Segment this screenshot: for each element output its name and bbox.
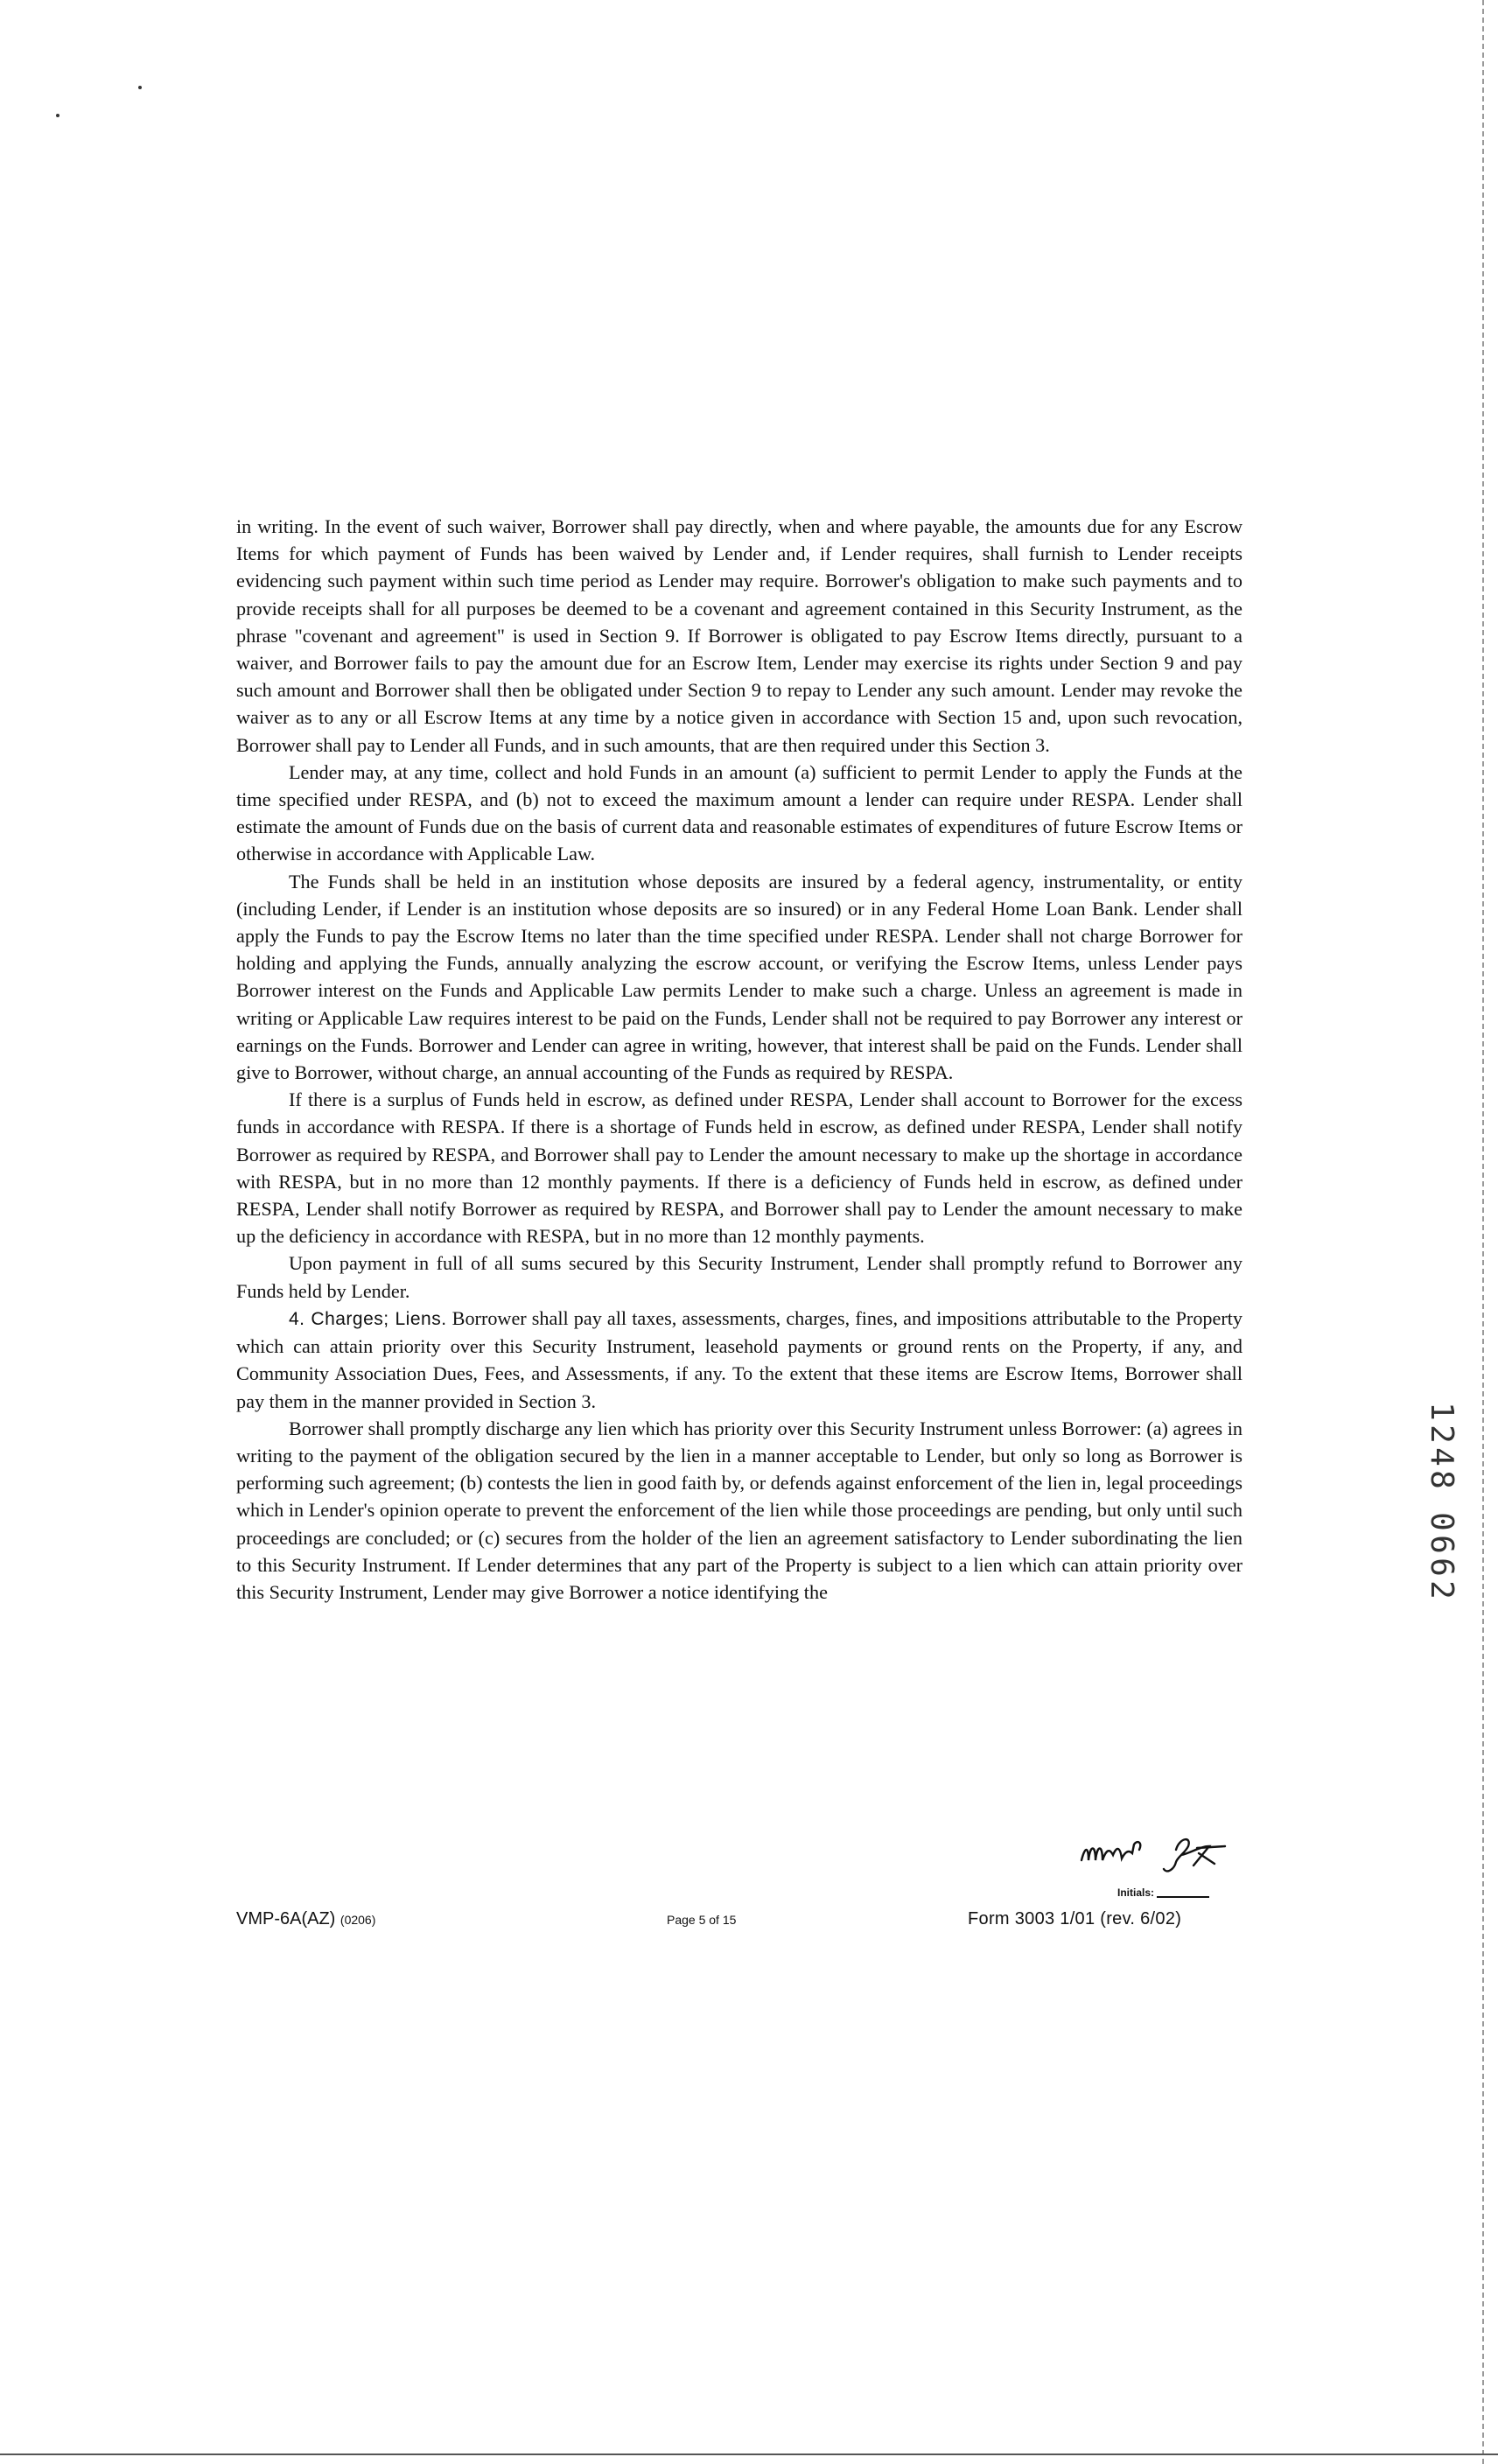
paragraph: in writing. In the event of such waiver, Borrower shall pay directly, when and where payable, the amounts due for any Escrow Items for which payment of Funds has been waived by Lender and, if Lender requires, shall furnish to Lender receipts evidencing such payment within such time period as Lender may require. Borrower's obligation to make such payments and to provide receipts shall for all purposes be deemed to be a covenant and agreement contained in this Security Instrument, as the phrase "covenant and agreement" is used in Section 9. If Borrower is obligated to pay Escrow Items directly, pursuant to a waiver, and Borrower fails to pay the amount due for an Escrow Item, Lender may exercise its rights under Section 9 and pay such amount and Borrower shall then be obligated under Section 9 to repay to Lender any such amount. Lender may revoke the waiver as to any or all Escrow Items at any time by a notice given in accordance with Section 15 and, upon such revocation, Borrower shall pay to Lender all Funds, and in such amounts, that are then required under this Section 3. <box>236 515 1242 756</box>
form-code-suffix: (0206) <box>340 1913 376 1927</box>
stamp-digit: 6 <box>1423 1535 1460 1554</box>
stamp-digit: 1 <box>1423 1402 1460 1421</box>
initials-label: Initials: <box>1117 1886 1155 1899</box>
page-number: Page 5 of 15 <box>667 1913 737 1927</box>
form-code-main: VMP-6A(AZ) <box>236 1909 336 1928</box>
paragraph: Borrower shall promptly discharge any lien which has priority over this Security Instrument unless Borrower: (a) agrees in writing to the payment of the obligation secured by the lien in a manner acceptable to Lender, but only so long as Borrower is performing such agreement; (b) contests the lien in good faith by, or defends against enforcement of the lien in, legal proceedings which in Lender's opinion operate to prevent the enforcement of the lien while those proceedings are pending, but only until such proceedings are concluded; or (c) secures from the holder of the lien an agreement satisfactory to Lender subordinating the lien to this Security Instrument. If Lender determines that any part of the Property is subject to a lien which can attain priority over this Security Instrument, Lender may give Borrower a notice identifying the <box>236 1417 1242 1603</box>
scan-speck <box>56 114 60 117</box>
stamp-digit: 0 <box>1423 1512 1460 1531</box>
stamp-digit: 8 <box>1423 1470 1460 1489</box>
scan-right-edge <box>1482 0 1484 2464</box>
paragraph: Lender may, at any time, collect and hold Funds in an amount (a) sufficient to permit Lender to apply the Funds at the time specified under RESPA, and (b) not to exceed the maximum amount a lender can require under RESPA. Lender shall estimate the amount of Funds due on the basis of current data and reasonable estimates of expenditures of future Escrow Items or otherwise in accordance with Applicable Law. <box>236 760 1242 865</box>
stamp-digit: 2 <box>1423 1580 1460 1600</box>
section-4-heading: 4. Charges; Liens. <box>289 1308 447 1329</box>
paragraph: If there is a surplus of Funds held in escrow, as defined under RESPA, Lender shall account to Borrower for the excess funds in accordance with RESPA. If there is a shortage of Funds held in escrow, as defined under RESPA, Lender shall notify Borrower as required by RESPA, and Borrower shall pay to Lender the amount necessary to make up the shortage in accordance with RESPA, but in no more than 12 monthly payments. If there is a deficiency of Funds held in escrow, as defined under RESPA, Lender shall notify Borrower as required by RESPA, and Borrower shall pay to Lender the amount necessary to make up the deficiency in accordance with RESPA, but in no more than 12 monthly payments. <box>236 1088 1242 1248</box>
paragraph: Upon payment in full of all sums secured by this Security Instrument, Lender shall promptly refund to Borrower any Funds held by Lender. <box>236 1252 1242 1302</box>
stamp-digit: 2 <box>1423 1424 1460 1444</box>
initials-signature <box>1078 1820 1253 1881</box>
document-body <box>236 513 1242 1606</box>
stamp-digit: 6 <box>1423 1558 1460 1577</box>
form-number: Form 3003 1/01 (rev. 6/02) <box>968 1909 1182 1928</box>
paragraph: The Funds shall be held in an institution whose deposits are insured by a federal agency, instrumentality, or entity (including Lender, if Lender is an institution whose deposits are so insured) or in any Federal Home Loan Bank. Lender shall apply the Funds to pay the Escrow Items no later than the time specified under RESPA. Lender shall not charge Borrower for holding and applying the Funds, annually analyzing the escrow account, or verifying the Escrow Items, unless Lender pays Borrower interest on the Funds and Applicable Law permits Lender to make such a charge. Unless an agreement is made in writing or Applicable Law requires interest to be paid on the Funds, Lender shall not be required to pay Borrower any interest or earnings on the Funds. Borrower and Lender can agree in writing, however, that interest shall be paid on the Funds. Lender shall give to Borrower, without charge, an annual accounting of the Funds as required by RESPA. <box>236 870 1242 1084</box>
form-code <box>236 1909 375 1929</box>
stamp-digit: 4 <box>1423 1447 1460 1466</box>
scan-bottom-edge <box>0 2454 1498 2455</box>
document-number-stamp <box>1423 1400 1460 1601</box>
initials-line <box>1157 1896 1209 1898</box>
scan-speck <box>138 86 142 89</box>
section-4-paragraph <box>236 1305 1242 1415</box>
section-4-text: Borrower shall pay all taxes, assessments, charges, fines, and impositions attributable to the Property which can attain priority over this Security Instrument, leasehold payments or ground rents on the Property, if any, and Community Association Dues, Fees, and Assessments, if any. To the extent that these items are Escrow Items, Borrower shall pay them in the manner provided in Section 3. <box>236 1306 1242 1412</box>
